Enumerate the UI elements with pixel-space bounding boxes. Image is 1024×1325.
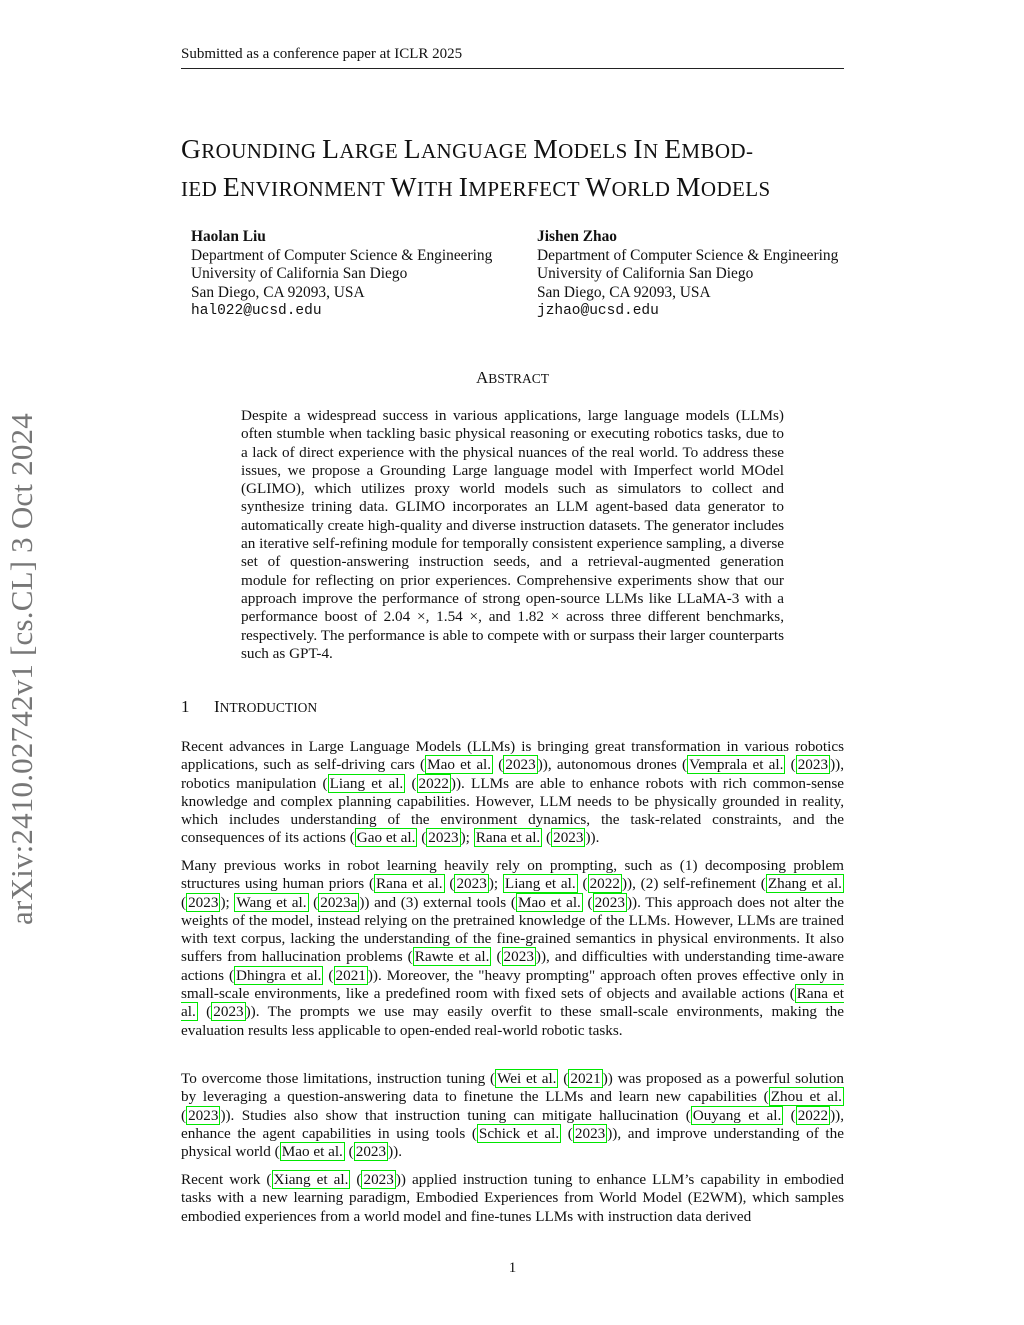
paragraph-text: )). [388, 1143, 403, 1161]
intro-paragraph [181, 1171, 844, 1226]
paragraph-text: )). The prompts we use may easily overfit to these small-scale environments, making the evaluation results less applicable to open-ended real-world robotic tasks. [181, 1003, 845, 1039]
citation-link[interactable]: Wang et al. [236, 893, 307, 911]
section-number: 1 [181, 697, 190, 716]
title-initial: I [633, 133, 643, 164]
title-word: IED [181, 177, 223, 201]
paragraph-text: )) applied instruction tuning to enhance LLM’s capability in embodied tasks with a new learning paradigm, Embodied Experiences from World Model (E2WM), which samples embodied experiences from a world model and fine-tunes LLMs with instruction data derived [181, 1171, 845, 1225]
section-heading-introduction [181, 697, 844, 718]
citation-link[interactable]: 2023 [594, 893, 625, 911]
paragraph-text: )). LLMs are able to enhance robots with rich common-sense knowledge and complex planning capabilities. However, LLM needs to be physically grounded in reality, which includes understanding of the environment dynamics, the task-related constraints, and the consequences of its actions ( [181, 774, 844, 847]
title-word: N [642, 139, 665, 163]
abstract-heading-initial: A [475, 368, 489, 387]
citation-link[interactable]: Schick et al. [478, 1124, 560, 1142]
author-email[interactable]: jzhao@ucsd.edu [537, 303, 659, 319]
title-word: ROUNDING [201, 139, 323, 163]
section-title-initial: I [214, 697, 220, 716]
paragraph-text: ( [197, 1003, 212, 1021]
paragraph-text: ( [323, 966, 334, 984]
paragraph-text: ); [460, 829, 474, 847]
citation-link[interactable]: Zhou et al. [770, 1088, 842, 1106]
citation-link[interactable]: Zhang et al. [767, 875, 842, 893]
title-initial: E [222, 171, 241, 202]
paragraph-text: ( [491, 948, 502, 966]
paragraph-text: ( [542, 829, 552, 847]
paragraph-text: ( [344, 1143, 354, 1161]
title-initial: W [585, 171, 612, 202]
running-header: Submitted as a conference paper at ICLR 2025 [181, 44, 844, 69]
citation-link[interactable]: 2023 [553, 829, 584, 847]
title-line-2 [181, 169, 851, 207]
title-word: ARGE [339, 139, 404, 163]
citation-link[interactable]: Rawte et al. [414, 948, 490, 966]
citation-link[interactable]: 2023 [188, 893, 219, 911]
citation-link[interactable]: Mao et al. [281, 1143, 343, 1161]
author-university: University of California San Diego [537, 265, 754, 282]
citation-link[interactable]: 2021 [335, 966, 366, 984]
paragraph-text: ( [558, 1070, 569, 1087]
author-name: Haolan Liu [191, 228, 266, 245]
citation-link[interactable]: 2023 [574, 1124, 606, 1142]
paragraph-text: )). [585, 829, 600, 847]
paragraph-text: ( [785, 756, 796, 774]
author-address: San Diego, CA 92093, USA [537, 283, 711, 301]
title-word: ORLD [611, 177, 677, 201]
paragraph-text: ( [577, 875, 588, 893]
title-word: ANGUAGE [420, 139, 534, 163]
citation-link[interactable]: 2023 [213, 1003, 244, 1021]
paragraph-text: ( [561, 1124, 573, 1142]
paragraph-text: ( [350, 1171, 362, 1188]
paragraph-text: ( [181, 1106, 187, 1124]
citation-link[interactable]: Gao et al. [356, 829, 416, 847]
paper-title [181, 131, 851, 207]
citation-link[interactable]: 2023 [428, 829, 459, 847]
paragraph-text: )), enhance the agent capabilities in using tools ( [181, 1106, 844, 1142]
title-initial: E [664, 133, 682, 164]
paragraph-text: Recent advances in Large Language Models (LLMs) is bringing great transformation in various robotics applications, such as self-driving cars ( [181, 738, 844, 774]
citation-link[interactable]: Mao et al. [517, 893, 581, 911]
paragraph-text: )), (2) self-refinement ( [621, 875, 766, 893]
author-email[interactable]: hal022@ucsd.edu [191, 303, 322, 319]
citation-link[interactable]: 2023 [355, 1143, 387, 1161]
paragraph-text: )), robotics manipulation ( [181, 756, 844, 792]
citation-link[interactable]: Rana et al. [475, 829, 541, 847]
paragraph-text: ( [405, 774, 417, 792]
title-initial: M [676, 171, 701, 202]
section-title-rest: NTRODUCTION [219, 700, 318, 715]
paragraph-text: Many previous works in robot learning heavily rely on prompting, such as (1) decomposing problem structures using human priors ( [181, 857, 844, 893]
citation-link[interactable]: Ouyang et al. [692, 1106, 782, 1124]
paragraph-text: )). Moreover, the "heavy prompting" approach often proves effective only in small-scale environments, like a predefined room with fixed sets of objects and available actions ( [181, 966, 844, 1003]
citation-link[interactable]: Mao et al. [427, 756, 492, 774]
paragraph-text: )), and difficulties with understanding time-aware actions ( [181, 948, 844, 984]
title-initial: L [403, 133, 421, 164]
author-address: San Diego, CA 92093, USA [191, 283, 365, 301]
title-word: ITH [416, 177, 459, 201]
citation-link[interactable]: Rana et al. [181, 985, 845, 1021]
citation-link[interactable]: Rana et al. [376, 875, 443, 893]
title-word: MPERFECT [468, 177, 586, 201]
citation-link[interactable]: 2022 [589, 875, 620, 893]
paragraph-text: ( [493, 756, 504, 774]
citation-link[interactable]: 2022 [797, 1106, 829, 1124]
citation-link[interactable]: 2023 [188, 1106, 219, 1124]
paragraph-text: ( [417, 829, 427, 847]
paragraph-text: )), autonomous drones ( [537, 756, 688, 774]
abstract-heading [181, 368, 844, 389]
citation-link[interactable]: Dhingra et al. [236, 966, 322, 984]
title-word: NVIRONMENT [240, 177, 391, 201]
title-word: ODELS [558, 139, 634, 163]
citation-link[interactable]: 2023a [320, 893, 358, 911]
paragraph-text: ( [181, 893, 187, 911]
citation-link[interactable]: Xiang et al. [273, 1171, 349, 1188]
citation-link[interactable]: 2023 [797, 756, 829, 774]
citation-link[interactable]: Vemprala et al. [689, 756, 784, 774]
paragraph-text: ( [308, 893, 319, 911]
title-initial: L [322, 133, 340, 164]
title-word: MBOD- [681, 139, 754, 163]
title-initial: I [458, 171, 469, 202]
paragraph-text: ( [582, 893, 593, 911]
citation-link[interactable]: Wei et al. [497, 1070, 557, 1087]
title-initial: G [181, 133, 202, 164]
author-department: Department of Computer Science & Engineering [191, 246, 493, 264]
author-name: Jishen Zhao [537, 228, 617, 245]
citation-link[interactable]: 2023 [363, 1171, 394, 1188]
paragraph-text: To overcome those limitations, instruction tuning ( [181, 1070, 496, 1087]
title-line-1 [181, 131, 851, 169]
citation-link[interactable]: 2022 [418, 774, 449, 792]
paragraph-text: )), and improve understanding of the physical world ( [181, 1124, 844, 1161]
citation-link[interactable]: Liang et al. [504, 875, 576, 893]
intro-paragraph [181, 1070, 844, 1161]
intro-paragraph [181, 738, 844, 848]
paragraph-text: ( [444, 875, 455, 893]
citation-link[interactable]: 2023 [456, 875, 487, 893]
citation-link[interactable]: Liang et al. [329, 774, 404, 792]
citation-link[interactable]: 2023 [503, 948, 534, 966]
arxiv-identifier: arXiv:2410.02742v1 [cs.CL] 3 Oct 2024 [4, 413, 39, 925]
paragraph-text: )) was proposed as a powerful solution by leveraging a question-answering data to finetune the LLMs and learn new capabilities ( [181, 1070, 845, 1106]
paragraph-text: ); [220, 893, 235, 911]
title-word: ODELS [700, 177, 771, 201]
author-department: Department of Computer Science & Engineering [537, 246, 839, 264]
paragraph-text: ); [488, 875, 503, 893]
title-initial: M [533, 133, 559, 164]
paragraph-text: )) and (3) external tools ( [359, 893, 516, 911]
abstract-heading-rest: BSTRACT [488, 371, 550, 386]
paragraph-text: )). Studies also show that instruction tuning can mitigate hallucination ( [220, 1106, 691, 1124]
page-number: 1 [508, 1260, 517, 1276]
citation-link[interactable]: 2023 [505, 756, 536, 774]
paragraph-text: Recent work ( [181, 1171, 272, 1188]
author-block-1 [191, 228, 531, 321]
abstract-text: Despite a widespread success in various applications, large language models (LLMs) often stumble when tackling basic physical reasoning or executing robotics tasks, due to a lack of direct experience with the physical nuances of the real world. To address these issues, we propose a Grounding Large language model with Imperfect world MOdel (GLIMO), which utilizes proxy world models such as simulators to collect and synthesize trining data. GLIMO incorporates an LLM agent-based data generator to automatically create high-quality and diverse instruction datasets. The generator includes an iterative self-refining module for temporally consistent experience sampling, a diverse set of question-answering instruction seeds, and a retrieval-augmented generation module for reflecting on prior experiences. Comprehensive experiments show that our approach improve the performance of strong open-source LLMs like LLaMA-3 with a performance boost of 2.04 ×, 1.54 ×, and 1.82 × across three different benchmarks, respectively. The performance is able to compete with or surpass their larger counterparts such as GPT-4. [241, 407, 784, 662]
paragraph-text: ( [783, 1106, 796, 1124]
paragraph-text: )). This approach does not alter the weights of the model, instead relying on the pretrained knowledge of the LLMs. However, LLMs are trained with text corpus, lacking the understanding of the fine-grained semantics in physical environments. It also suffers from hallucination problems ( [181, 893, 845, 966]
intro-paragraph [181, 857, 844, 1040]
author-university: University of California San Diego [191, 265, 408, 282]
title-initial: W [390, 171, 417, 202]
citation-link[interactable]: 2021 [570, 1070, 601, 1087]
author-block-2 [537, 228, 867, 321]
